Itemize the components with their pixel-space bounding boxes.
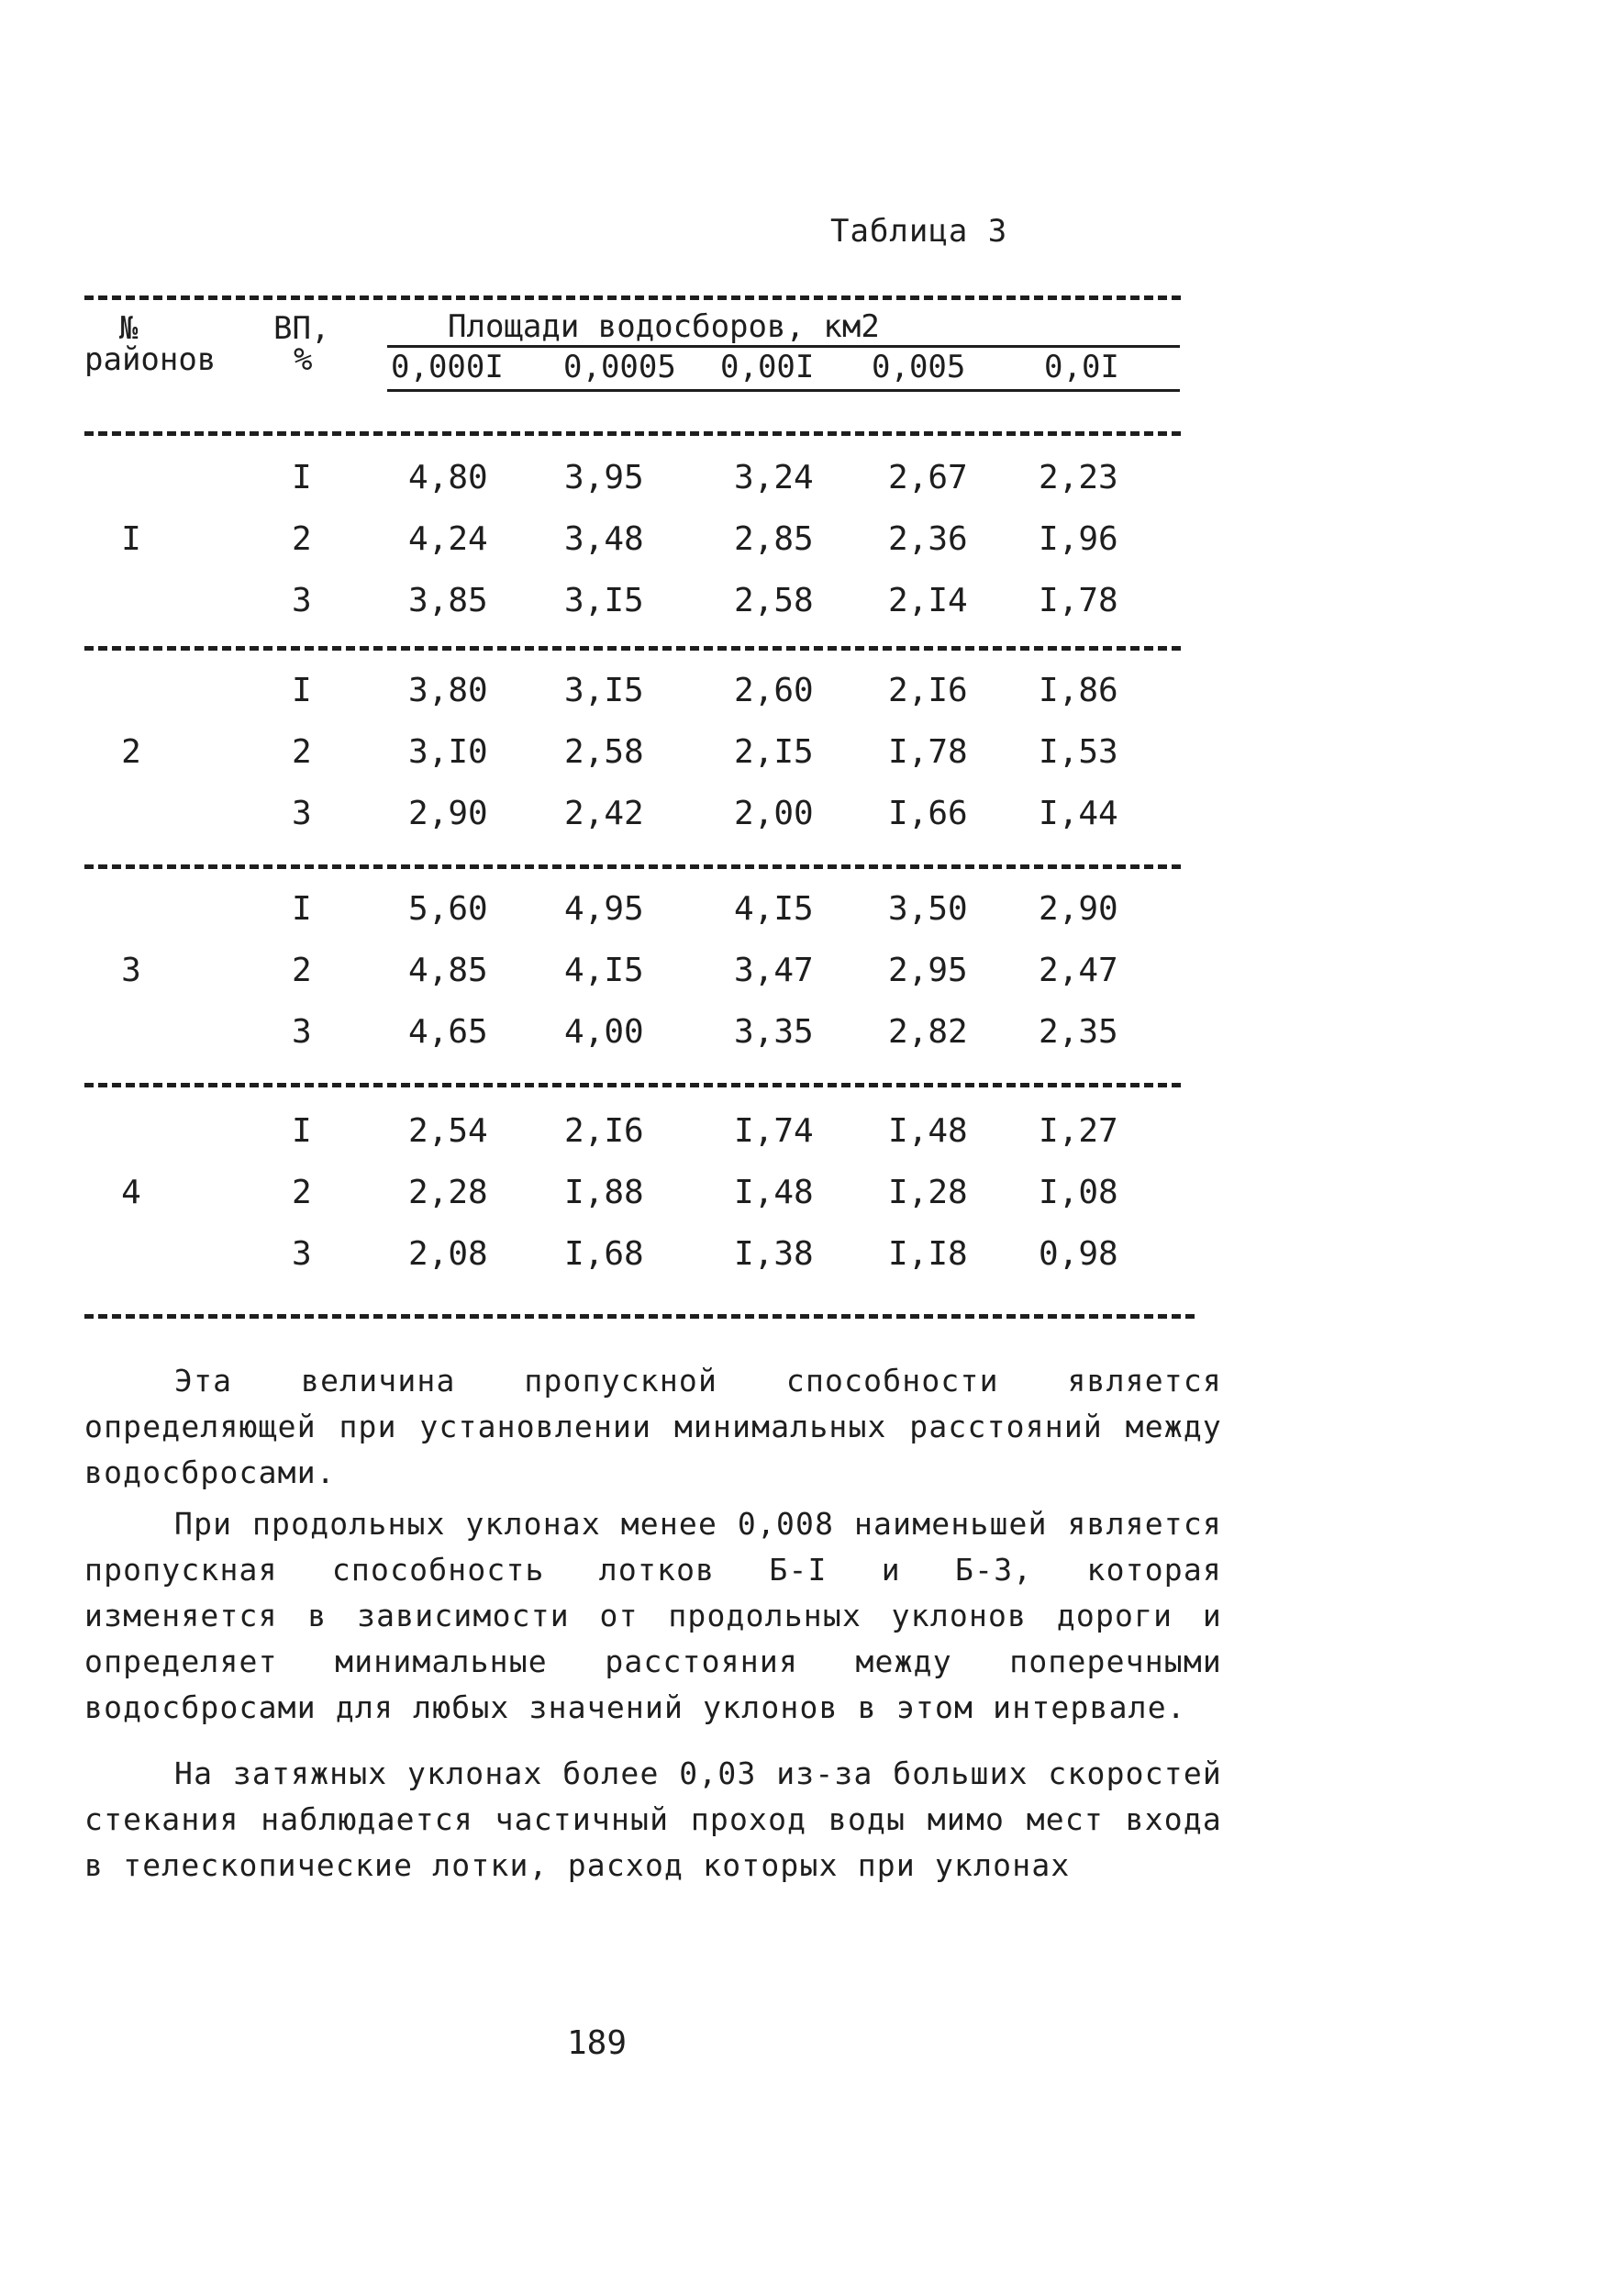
paragraph-1: Эта величина пропускной способности является определяющей при установлении минимальных расстояний между водосбросами. xyxy=(84,1363,1222,1490)
value-cell: 4,00 xyxy=(564,1013,644,1051)
value-cell: I,68 xyxy=(564,1235,644,1273)
value-cell: 4,I5 xyxy=(734,890,814,928)
value-cell: 2,90 xyxy=(408,795,488,832)
paragraph-2: При продольных уклонах менее 0,008 наименьшей является пропускная способность лотков Б-I и Б-3, которая изменяется в зависимости от продольных уклонов дороги и определяет минимальные расстояния между поперечными водосбросами для любых значений уклонов в этом интервале. xyxy=(84,1506,1222,1725)
value-cell: 5,60 xyxy=(408,890,488,928)
value-cell: 3,85 xyxy=(408,582,488,619)
value-cell: I,96 xyxy=(1039,520,1118,558)
vp-cell: I xyxy=(292,890,312,928)
value-cell: 4,65 xyxy=(408,1013,488,1051)
value-cell: 2,90 xyxy=(1039,890,1118,928)
vp-cell: 2 xyxy=(292,733,312,771)
value-cell: 3,47 xyxy=(734,952,814,989)
value-cell: I,I8 xyxy=(888,1235,968,1273)
table-caption: Таблица 3 xyxy=(830,213,1008,250)
value-cell: 4,80 xyxy=(408,459,488,496)
header-separator xyxy=(84,431,1181,436)
value-cell: I,38 xyxy=(734,1235,814,1273)
header-vp: ВП, xyxy=(273,310,330,347)
vp-cell: 3 xyxy=(292,1235,312,1273)
value-cell: 3,80 xyxy=(408,672,488,709)
header-area-4: 0,005 xyxy=(872,349,966,385)
vp-cell: 2 xyxy=(292,1174,312,1211)
group-separator xyxy=(84,864,1181,869)
value-cell: 0,98 xyxy=(1039,1235,1118,1273)
value-cell: 2,I6 xyxy=(888,672,968,709)
value-cell: I,44 xyxy=(1039,795,1118,832)
value-cell: 2,35 xyxy=(1039,1013,1118,1051)
value-cell: 2,58 xyxy=(734,582,814,619)
value-cell: 3,I5 xyxy=(564,582,644,619)
value-cell: I,48 xyxy=(888,1112,968,1150)
value-cell: 2,I6 xyxy=(564,1112,644,1150)
header-bottom-rule xyxy=(387,389,1180,392)
value-cell: 4,24 xyxy=(408,520,488,558)
value-cell: I,48 xyxy=(734,1174,814,1211)
value-cell: I,74 xyxy=(734,1112,814,1150)
paragraph-3: На затяжных уклонах более 0,03 из-за больших скоростей стекания наблюдается частичный проход воды мимо мест входа в телескопические лотки, расход которых при уклонах xyxy=(84,1755,1222,1883)
header-area-3: 0,00I xyxy=(720,349,815,385)
value-cell: 2,23 xyxy=(1039,459,1118,496)
value-cell: 2,95 xyxy=(888,952,968,989)
value-cell: 2,58 xyxy=(564,733,644,771)
value-cell: 2,54 xyxy=(408,1112,488,1150)
value-cell: 2,I4 xyxy=(888,582,968,619)
vp-cell: I xyxy=(292,1112,312,1150)
header-vp-percent: % xyxy=(294,341,313,378)
vp-cell: 3 xyxy=(292,795,312,832)
value-cell: I,88 xyxy=(564,1174,644,1211)
value-cell: I,86 xyxy=(1039,672,1118,709)
region-label: I xyxy=(121,520,141,558)
group-separator xyxy=(84,646,1181,651)
header-region-label: районов xyxy=(84,341,217,378)
value-cell: 2,42 xyxy=(564,795,644,832)
value-cell: I,08 xyxy=(1039,1174,1118,1211)
region-label: 4 xyxy=(121,1174,141,1211)
header-region-no: № xyxy=(119,310,139,347)
value-cell: 2,36 xyxy=(888,520,968,558)
value-cell: 2,85 xyxy=(734,520,814,558)
vp-cell: I xyxy=(292,672,312,709)
header-area-1: 0,000I xyxy=(391,349,504,385)
value-cell: 4,95 xyxy=(564,890,644,928)
header-area-2: 0,0005 xyxy=(563,349,676,385)
value-cell: 2,00 xyxy=(734,795,814,832)
header-areas-rule xyxy=(387,345,1180,348)
table-top-rule xyxy=(84,295,1181,300)
group-separator xyxy=(84,1083,1181,1087)
value-cell: 2,82 xyxy=(888,1013,968,1051)
vp-cell: 3 xyxy=(292,1013,312,1051)
group-separator xyxy=(84,1314,1195,1319)
value-cell: 2,08 xyxy=(408,1235,488,1273)
value-cell: I,27 xyxy=(1039,1112,1118,1150)
value-cell: I,53 xyxy=(1039,733,1118,771)
header-area-5: 0,0I xyxy=(1044,349,1119,385)
value-cell: I,78 xyxy=(888,733,968,771)
value-cell: 3,95 xyxy=(564,459,644,496)
region-label: 3 xyxy=(121,952,141,989)
value-cell: 3,24 xyxy=(734,459,814,496)
value-cell: 2,28 xyxy=(408,1174,488,1211)
vp-cell: 2 xyxy=(292,520,312,558)
page-number: 189 xyxy=(567,2024,628,2062)
value-cell: 2,60 xyxy=(734,672,814,709)
value-cell: I,78 xyxy=(1039,582,1118,619)
value-cell: 3,48 xyxy=(564,520,644,558)
value-cell: 2,67 xyxy=(888,459,968,496)
value-cell: 2,I5 xyxy=(734,733,814,771)
vp-cell: 3 xyxy=(292,582,312,619)
value-cell: I,28 xyxy=(888,1174,968,1211)
value-cell: I,66 xyxy=(888,795,968,832)
value-cell: 2,47 xyxy=(1039,952,1118,989)
vp-cell: 2 xyxy=(292,952,312,989)
value-cell: 3,I0 xyxy=(408,733,488,771)
value-cell: 3,I5 xyxy=(564,672,644,709)
value-cell: 3,50 xyxy=(888,890,968,928)
value-cell: 4,85 xyxy=(408,952,488,989)
header-areas-title: Площади водосборов, км2 xyxy=(448,308,880,345)
vp-cell: I xyxy=(292,459,312,496)
region-label: 2 xyxy=(121,733,141,771)
value-cell: 3,35 xyxy=(734,1013,814,1051)
value-cell: 4,I5 xyxy=(564,952,644,989)
